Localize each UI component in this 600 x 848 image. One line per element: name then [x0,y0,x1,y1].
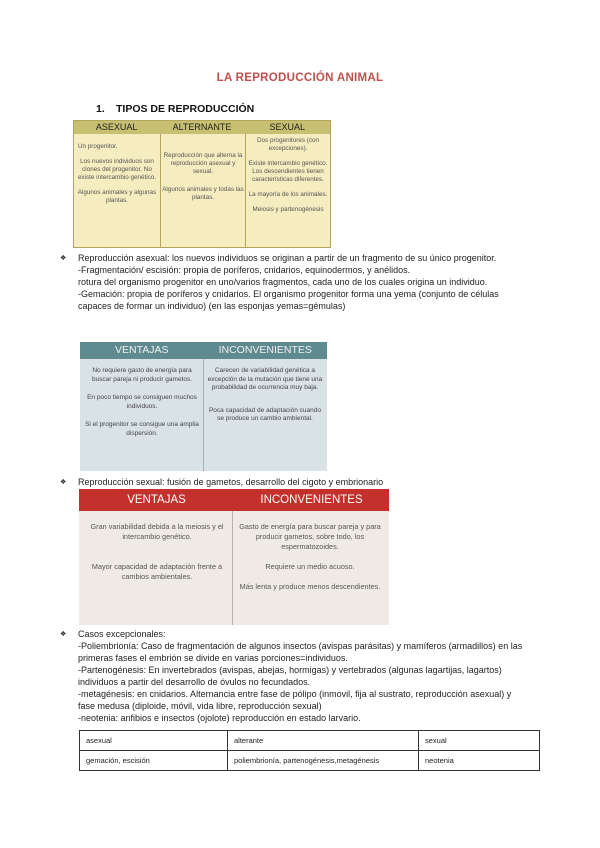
cell-text: No requiere gasto de energía para buscar pareja ni producir gametos. [91,367,193,383]
casos-paragraph [78,628,528,724]
summary-table [79,730,540,771]
section-number: 1. [96,103,105,115]
bullet-icon: ❖ [60,479,67,486]
text-line: -Gemación: propia de poríferos y cnidarios. El organismo progenitor forma una yema (conjunto de células capaces de formar un individuo) (en las esponjas yemas=gémulas) [78,289,499,311]
ventajas-column [89,522,225,596]
cell-text: Gran variabilidad debida a la meiosis y el intercambio genético. [90,522,224,541]
cell-text: En poco tiempo se consiguen muchos individuos. [87,394,197,410]
cell-text: Gasto de energía para buscar pareja y para producir gametos, sobre todo, los espermatozoides. [239,522,381,551]
cell-text: Algunos animales y algunas plantas. [77,189,157,204]
header-ventajas: VENTAJAS [115,344,169,356]
table-cell: asexual [80,731,228,751]
ventajas-column [84,367,200,448]
header-sexual: SEXUAL [269,122,306,132]
inconvenientes-column [235,522,385,606]
cell-text: Más lenta y produce menos descendientes. [239,582,381,591]
types-table-image [73,120,331,248]
pros-cons-header [80,342,327,359]
bullet-icon: ❖ [60,255,67,262]
text-line: -neotenia: anfibios e insectos (ojolote) reproducción en estado larvario. [78,713,361,723]
asexual-paragraph [78,252,528,312]
bullet-icon: ❖ [60,631,67,638]
column-divider [160,134,161,248]
cell-text: Algunos animales y todas las plantas. [162,186,244,201]
header-ventajas: VENTAJAS [127,494,186,506]
text-line: Reproducción asexual: los nuevos individuos se originan a partir de un fragmento de su único progenitor. [78,253,497,263]
text-line: -metagénesis: en cnidarios. Alternancia entre fase de pólipo (inmovil, fija al sustrato, reproducción asexual) y fase medusa (diploide, móvil, vida libre, reproducción sexual) [78,689,512,711]
table-row [80,751,540,771]
text-line: -Fragmentación/ escisión: propia de poríferos, cnidarios, equinodermos, y anélidos. [78,265,411,275]
asexual-column [76,143,158,212]
cell-text: Meiosis y partenogénesis [252,206,324,213]
alternante-column [162,152,244,209]
text-line: rotura del organismo progenitor en uno/varios fragmentos, cada uno de los cuales origina un individuo. [78,277,488,287]
cell-text: Requiere un medio acuoso. [265,562,355,571]
cell-text: Si el progenitor se consigue una amplia dispersión. [85,421,199,437]
text-line: -Partenogénesis: En invertebrados (avispas, abejas, hormigas) y vertebrados (algunas lagartijas, lagartos) individuos a partir del desarrollo de óvulos no fecundados. [78,665,502,687]
sexual-paragraph: Reproducción sexual: fusión de gametos, desarrollo del cigoto y embrionario [78,477,384,487]
cell-text: La mayoría de los animales. [248,191,328,198]
page-title: LA REPRODUCCIÓN ANIMAL [216,72,384,84]
inconvenientes-column [207,367,323,434]
cell-text: Los nuevos individuos son clones del progenitor. No existe intercambio genético. [77,158,157,181]
cell-text: Un progenitor. [78,143,118,150]
asexual-pros-cons-image [80,342,327,471]
cell-text: Mayor capacidad de adaptación frente a cambios ambientales. [91,562,223,581]
cell-text: Existe intercambio genético. Los descendientes tienen características diferentes. [248,160,328,183]
column-divider [203,359,204,471]
section-heading [96,103,254,115]
section-title: TIPOS DE REPRODUCCIÓN [116,103,255,115]
cell-text: Carecen de variabilidad genética a excepción de la mutación que tiene una probabilidad de ocurrencia muy baja. [207,367,323,391]
header-inconvenientes: INCONVENIENTES [260,494,363,506]
table-cell: poliembrionía, partenogénesis,metagénesis [228,751,419,771]
column-divider [232,511,233,625]
text-line: -Poliembrionía: Caso de fragmentación de algunos insectos (avispas parásitas) y mamíferos (armadillos) en las primeras fases el embrión se divide en varias porciones=individuos. [78,641,523,663]
cell-text: Dos progenitores (con excepciones). [257,137,319,152]
cell-text: Reproducción que alterna la reproducción asexual y sexual. [163,152,243,175]
types-table-header [74,121,330,134]
table-cell: gemación, escisión [80,751,228,771]
table-row [80,731,540,751]
header-alternante: ALTERNANTE [172,122,232,132]
header-asexual: ASEXUAL [95,122,138,132]
cell-text: Poca capacidad de adaptación cuando se produce un cambio ambiental. [208,406,322,422]
table-cell: neotenia [419,751,540,771]
table-cell: sexual [419,731,540,751]
sexual-column [246,137,330,221]
table-cell: alterante [228,731,419,751]
header-inconvenientes: INCONVENIENTES [218,344,312,356]
text-line: Casos excepcionales: [78,629,166,639]
pros-cons-header [79,489,389,511]
sexual-pros-cons-image [79,489,389,625]
